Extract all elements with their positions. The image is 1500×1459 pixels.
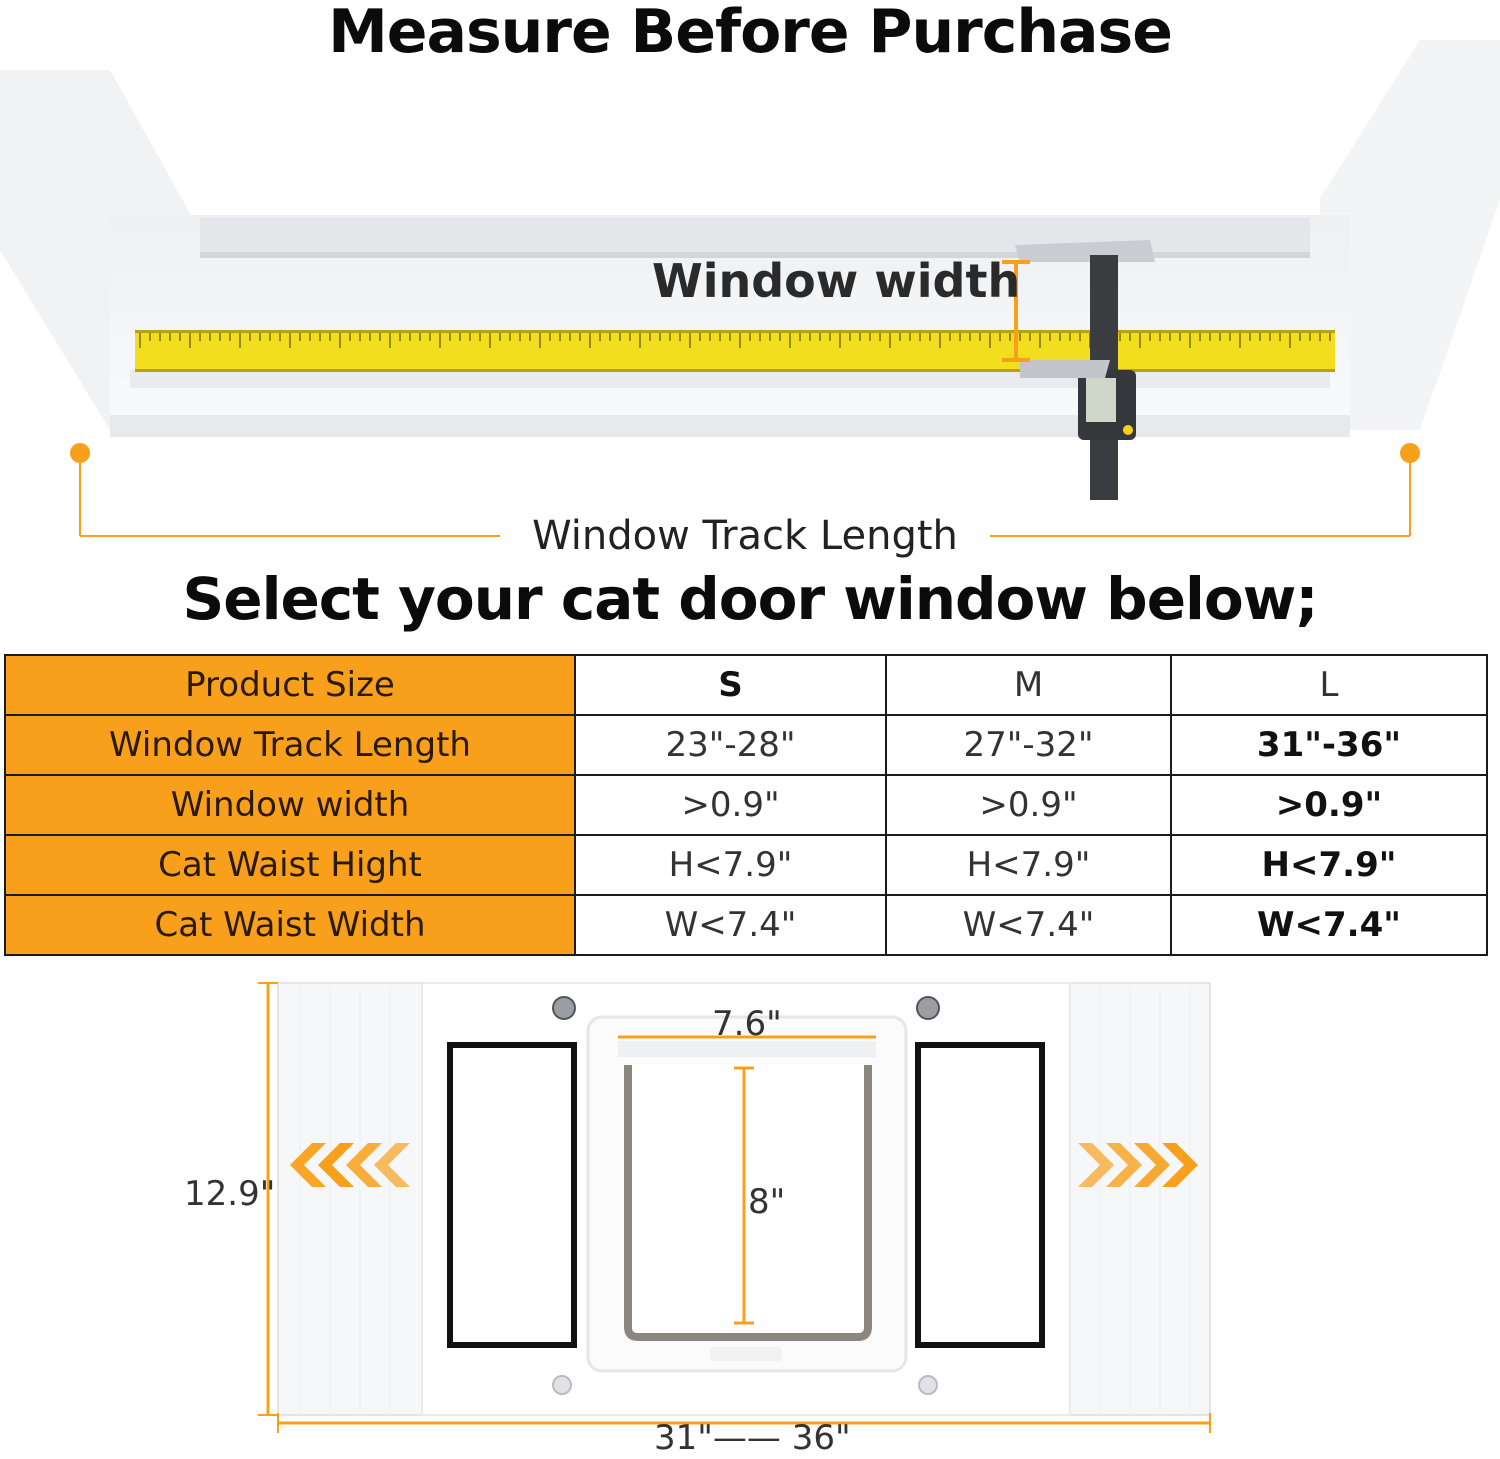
page-title: Measure Before Purchase xyxy=(328,0,1172,67)
row-label: Cat Waist Width xyxy=(5,895,575,955)
select-heading: Select your cat door window below; xyxy=(182,565,1318,633)
table-cell: W<7.4" xyxy=(886,895,1171,955)
table-row xyxy=(5,895,1487,955)
left-window-pane xyxy=(450,1045,574,1345)
size-l-header: L xyxy=(1171,655,1487,715)
table-cell: 31"-36" xyxy=(1171,715,1487,775)
row-label: Window width xyxy=(5,775,575,835)
track-length-label: Window Track Length xyxy=(500,512,990,560)
table-row xyxy=(5,835,1487,895)
window-width-label: Window width xyxy=(652,254,1021,308)
screw-icon xyxy=(553,1376,571,1394)
size-s-header: S xyxy=(575,655,886,715)
size-table xyxy=(4,654,1488,956)
table-cell: >0.9" xyxy=(575,775,886,835)
flap-width-label: 7.6" xyxy=(712,1004,782,1044)
table-cell: W<7.4" xyxy=(1171,895,1487,955)
table-cell: W<7.4" xyxy=(575,895,886,955)
table-cell: H<7.9" xyxy=(1171,835,1487,895)
flap-height-label: 8" xyxy=(748,1182,786,1222)
table-header-cell: Product Size xyxy=(5,655,575,715)
table-cell: >0.9" xyxy=(1171,775,1487,835)
table-cell: 27"-32" xyxy=(886,715,1171,775)
screw-icon xyxy=(919,1376,937,1394)
table-cell: >0.9" xyxy=(886,775,1171,835)
table-cell: H<7.9" xyxy=(575,835,886,895)
screw-icon xyxy=(917,997,939,1019)
screw-icon xyxy=(553,997,575,1019)
table-row xyxy=(5,715,1487,775)
tape-measure-icon xyxy=(135,330,1335,372)
table-header-row xyxy=(5,655,1487,715)
table-cell: 23"-28" xyxy=(575,715,886,775)
row-label: Window Track Length xyxy=(5,715,575,775)
row-label: Cat Waist Hight xyxy=(5,835,575,895)
table-cell: H<7.9" xyxy=(886,835,1171,895)
table-row xyxy=(5,775,1487,835)
panel-length-label: 31"—— 36" xyxy=(654,1418,851,1458)
size-m-header: M xyxy=(886,655,1171,715)
panel-height-label: 12.9" xyxy=(184,1174,276,1214)
right-window-pane xyxy=(918,1045,1042,1345)
